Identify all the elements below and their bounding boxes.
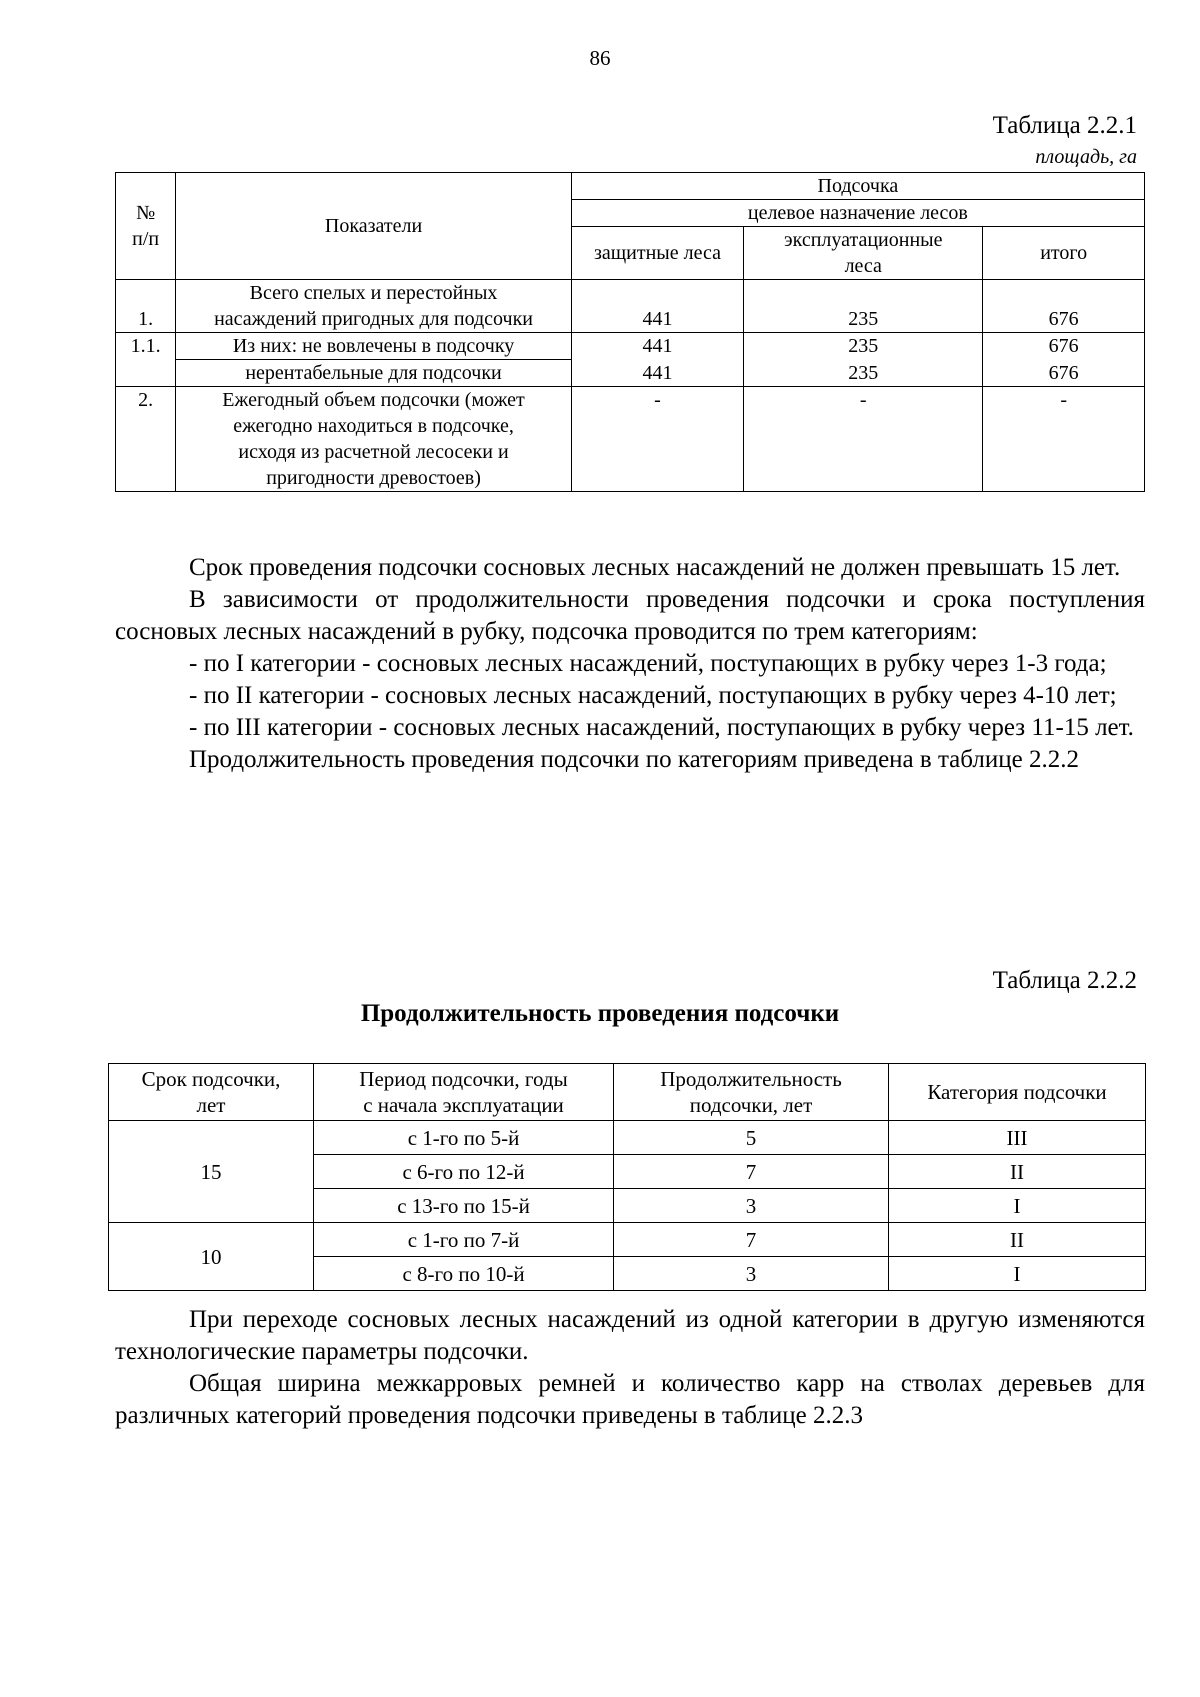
cell-protective: -	[571, 387, 743, 492]
table-row	[116, 333, 1145, 360]
row-num: 1.	[116, 280, 176, 333]
tapping-duration-table	[108, 1063, 1146, 1291]
cell-category: I	[889, 1189, 1146, 1223]
header-protective: защитные леса	[571, 227, 743, 280]
body-text-1	[115, 552, 1145, 776]
cell-period: с 13-го по 15-й	[314, 1189, 614, 1223]
cell-period: с 8-го по 10-й	[314, 1257, 614, 1291]
cell-category: II	[889, 1223, 1146, 1257]
row-label: Всего спелых и перестойных насаждений пригодных для подсочки	[176, 280, 571, 333]
header-period: Период подсочки, годы с начала эксплуатации	[314, 1064, 614, 1121]
cell-exploitation: 235	[744, 280, 983, 333]
header-purpose: целевое назначение лесов	[571, 200, 1144, 227]
header-duration: Продолжительность подсочки, лет	[614, 1064, 889, 1121]
table-row	[116, 387, 1145, 492]
paragraph: - по I категории - сосновых лесных насаждений, поступающих в рубку через 1-3 года;	[189, 650, 1107, 677]
paragraph: Общая ширина межкарровых ремней и количество карр на стволах деревьев для различных категорий проведения подсочки приведены в таблице 2.2.3	[115, 1370, 1145, 1429]
cell-exploitation: 235	[744, 333, 983, 360]
paragraph: В зависимости от продолжительности проведения подсочки и срока поступления сосновых лесных насаждений в рубку, подсочка проводится по трем категориям:	[115, 586, 1145, 645]
table-row	[116, 360, 1145, 387]
paragraph: Продолжительность проведения подсочки по категориям приведена в таблице 2.2.2	[189, 746, 1079, 773]
table-title: Продолжительность проведения подсочки	[360, 1000, 840, 1027]
header-indicator: Показатели	[176, 173, 571, 280]
header-exploitation: эксплуатационные леса	[744, 227, 983, 280]
row-label: нерентабельные для подсочки	[176, 360, 571, 387]
cell-category: II	[889, 1155, 1146, 1189]
tapping-area-table	[115, 172, 1145, 492]
table-row	[109, 1223, 1146, 1257]
row-num	[116, 360, 176, 387]
cell-period: с 6-го по 12-й	[314, 1155, 614, 1189]
table-caption: Таблица 2.2.2	[992, 967, 1137, 994]
header-num: № п/п	[116, 173, 176, 280]
cell-period: с 1-го по 5-й	[314, 1121, 614, 1155]
cell-term: 15	[109, 1121, 314, 1223]
cell-period: с 1-го по 7-й	[314, 1223, 614, 1257]
cell-category: I	[889, 1257, 1146, 1291]
cell-total: 676	[983, 333, 1145, 360]
page-number: 86	[589, 46, 611, 70]
header-podsochka: Подсочка	[571, 173, 1144, 200]
cell-duration: 7	[614, 1155, 889, 1189]
paragraph: При переходе сосновых лесных насаждений из одной категории в другую изменяются технологические параметры подсочки.	[115, 1306, 1145, 1365]
row-label: Ежегодный объем подсочки (может ежегодно находиться в подсочке, исходя из расчетной лесосеки и пригодности древостоев)	[176, 387, 571, 492]
cell-total: 676	[983, 360, 1145, 387]
cell-duration: 5	[614, 1121, 889, 1155]
cell-category: III	[889, 1121, 1146, 1155]
cell-total: 676	[983, 280, 1145, 333]
table-row	[116, 280, 1145, 333]
header-category: Категория подсочки	[889, 1064, 1146, 1121]
table-caption: Таблица 2.2.1	[992, 112, 1137, 139]
paragraph: - по III категории - сосновых лесных насаждений, поступающих в рубку через 11-15 лет.	[189, 714, 1134, 741]
unit-caption: площадь, га	[1035, 146, 1137, 168]
cell-term: 10	[109, 1223, 314, 1291]
cell-protective: 441	[571, 360, 743, 387]
row-num: 2.	[116, 387, 176, 492]
body-text-2	[115, 1304, 1145, 1432]
cell-duration: 3	[614, 1189, 889, 1223]
paragraph: Срок проведения подсочки сосновых лесных насаждений не должен превышать 15 лет.	[189, 554, 1121, 581]
cell-total: -	[983, 387, 1145, 492]
cell-exploitation: -	[744, 387, 983, 492]
cell-protective: 441	[571, 280, 743, 333]
table-row	[109, 1121, 1146, 1155]
row-num: 1.1.	[116, 333, 176, 360]
paragraph: - по II категории - сосновых лесных насаждений, поступающих в рубку через 4-10 лет;	[189, 682, 1117, 709]
cell-protective: 441	[571, 333, 743, 360]
cell-duration: 3	[614, 1257, 889, 1291]
header-total: итого	[983, 227, 1145, 280]
row-label: Из них: не вовлечены в подсочку	[176, 333, 571, 360]
cell-exploitation: 235	[744, 360, 983, 387]
cell-duration: 7	[614, 1223, 889, 1257]
header-term: Срок подсочки, лет	[109, 1064, 314, 1121]
